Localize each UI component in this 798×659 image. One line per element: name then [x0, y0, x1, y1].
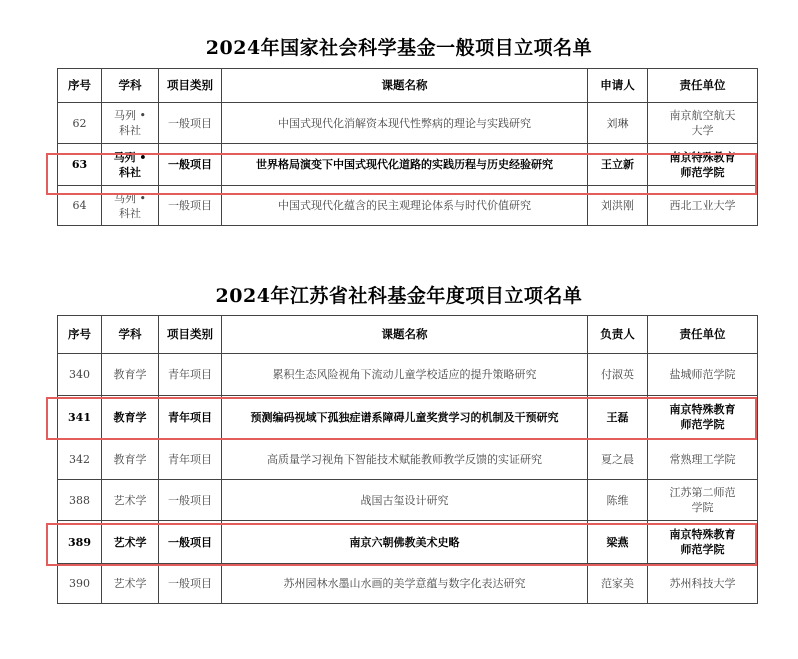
cell-unit: 盐城师范学院 [648, 354, 758, 396]
cell-no: 388 [58, 480, 102, 521]
cell-person: 夏之晨 [588, 439, 648, 480]
cell-person: 刘洪刚 [588, 186, 648, 226]
cell-unit [648, 144, 758, 186]
subject-line-2: 科社 [119, 165, 141, 179]
unit-line-1: 江苏第二师范 [669, 486, 736, 499]
header-no: 序号 [58, 316, 102, 354]
unit-line-1: 南京特殊教育 [669, 528, 736, 541]
table-row [58, 186, 758, 226]
cell-person: 王磊 [588, 396, 648, 439]
cell-topic: 高质量学习视角下智能技术赋能教师教学反馈的实证研究 [222, 439, 588, 480]
unit-line-2: 师范学院 [680, 418, 725, 431]
cell-category: 一般项目 [159, 186, 222, 226]
cell-subject: 艺术学 [102, 521, 159, 564]
table-row [58, 439, 758, 480]
cell-person: 陈维 [588, 480, 648, 521]
cell-unit [648, 480, 758, 521]
cell-no: 340 [58, 354, 102, 396]
cell-topic: 战国古玺设计研究 [222, 480, 588, 521]
header-unit: 责任单位 [648, 316, 758, 354]
unit-line-1: 南京特殊教育 [669, 403, 736, 416]
table-row-highlighted [58, 144, 758, 186]
cell-unit [648, 396, 758, 439]
subject-line-2: 科社 [119, 206, 141, 220]
cell-unit: 西北工业大学 [648, 186, 758, 226]
table2 [57, 315, 758, 604]
unit-line-1: 南京特殊教育 [669, 150, 736, 164]
subject-line-1: 马列 • [114, 109, 146, 122]
header-subject: 学科 [102, 69, 159, 103]
table-row-highlighted [58, 396, 758, 439]
subject-line-1: 马列 • [114, 191, 146, 205]
cell-category: 一般项目 [159, 144, 222, 186]
cell-no: 389 [58, 521, 102, 564]
unit-line-2: 大学 [691, 124, 714, 137]
cell-topic: 苏州园林水墨山水画的美学意蕴与数字化表达研究 [222, 564, 588, 604]
cell-no: 342 [58, 439, 102, 480]
cell-topic: 预测编码视域下孤独症谱系障碍儿童奖赏学习的机制及干预研究 [222, 396, 588, 439]
unit-line-1: 南京航空航天 [669, 109, 736, 122]
cell-topic: 累积生态风险视角下流动儿童学校适应的提升策略研究 [222, 354, 588, 396]
cell-no: 63 [58, 144, 102, 186]
table-row [58, 354, 758, 396]
table1-header-row [58, 69, 758, 103]
header-category: 项目类别 [159, 69, 222, 103]
cell-subject [102, 186, 159, 226]
cell-subject: 艺术学 [102, 480, 159, 521]
cell-category: 青年项目 [159, 439, 222, 480]
cell-unit: 苏州科技大学 [648, 564, 758, 604]
cell-topic: 中国式现代化消解资本现代性弊病的理论与实践研究 [222, 103, 588, 144]
cell-subject: 艺术学 [102, 564, 159, 604]
cell-category: 一般项目 [159, 103, 222, 144]
cell-person: 王立新 [588, 144, 648, 186]
cell-no: 62 [58, 103, 102, 144]
header-unit: 责任单位 [648, 69, 758, 103]
cell-topic: 世界格局演变下中国式现代化道路的实践历程与历史经验研究 [222, 144, 588, 186]
cell-no: 341 [58, 396, 102, 439]
cell-unit [648, 521, 758, 564]
cell-category: 一般项目 [159, 564, 222, 604]
unit-line-2: 师范学院 [680, 165, 725, 179]
table1 [57, 68, 758, 226]
cell-category: 青年项目 [159, 396, 222, 439]
cell-subject: 教育学 [102, 439, 159, 480]
header-topic: 课题名称 [222, 316, 588, 354]
cell-topic: 南京六朝佛教美术史略 [222, 521, 588, 564]
unit-line-2: 师范学院 [680, 543, 725, 556]
table-row [58, 480, 758, 521]
cell-category: 青年项目 [159, 354, 222, 396]
cell-subject [102, 144, 159, 186]
header-subject: 学科 [102, 316, 159, 354]
cell-category: 一般项目 [159, 521, 222, 564]
cell-topic: 中国式现代化蕴含的民主观理论体系与时代价值研究 [222, 186, 588, 226]
cell-person: 范家美 [588, 564, 648, 604]
header-person: 负责人 [588, 316, 648, 354]
subject-line-2: 科社 [119, 124, 141, 137]
subject-line-1: 马列 • [113, 150, 147, 164]
header-topic: 课题名称 [222, 69, 588, 103]
cell-person: 刘琳 [588, 103, 648, 144]
cell-person: 梁燕 [588, 521, 648, 564]
header-category: 项目类别 [159, 316, 222, 354]
header-applicant: 申请人 [588, 69, 648, 103]
cell-subject: 教育学 [102, 354, 159, 396]
cell-no: 390 [58, 564, 102, 604]
header-no: 序号 [58, 69, 102, 103]
table1-title: 2024年国家社会科学基金一般项目立项名单 [205, 37, 593, 59]
cell-subject: 教育学 [102, 396, 159, 439]
cell-unit: 常熟理工学院 [648, 439, 758, 480]
cell-subject [102, 103, 159, 144]
table2-header-row [58, 316, 758, 354]
cell-unit [648, 103, 758, 144]
cell-category: 一般项目 [159, 480, 222, 521]
table-row-highlighted [58, 521, 758, 564]
table-row [58, 103, 758, 144]
table-row [58, 564, 758, 604]
cell-no: 64 [58, 186, 102, 226]
unit-line-2: 学院 [691, 501, 714, 514]
table2-title: 2024年江苏省社科基金年度项目立项名单 [215, 285, 583, 307]
cell-person: 付淑英 [588, 354, 648, 396]
